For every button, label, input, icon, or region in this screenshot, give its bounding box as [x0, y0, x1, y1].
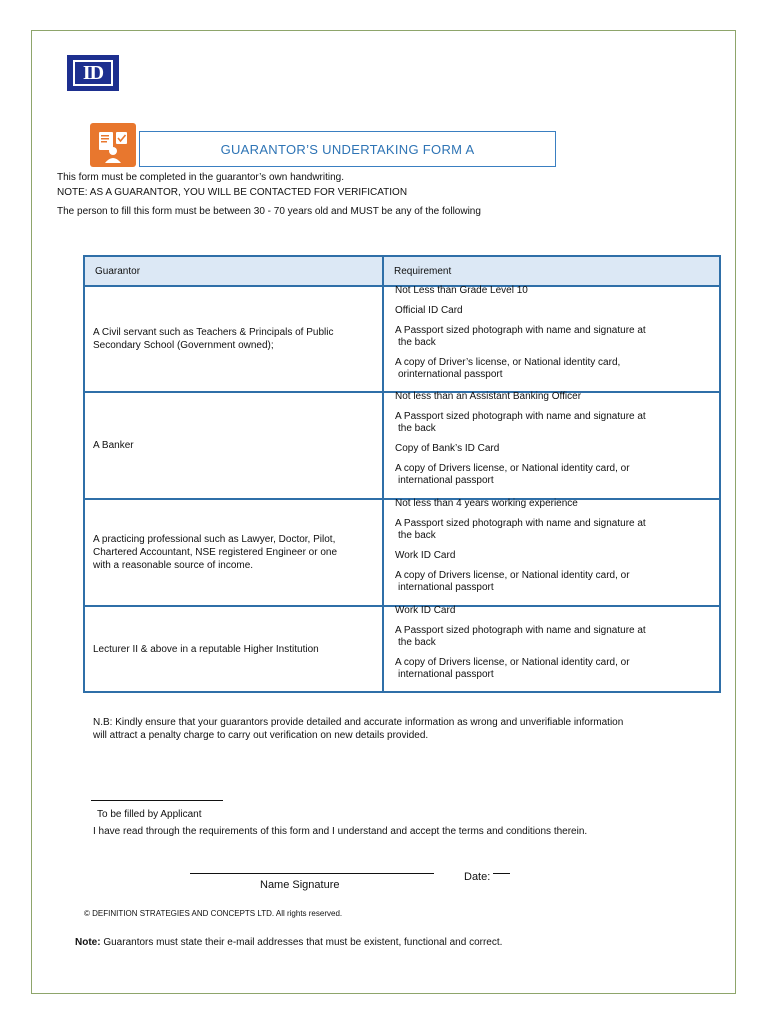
- intro-verification-note: NOTE: AS A GUARANTOR, YOU WILL BE CONTACTED FOR VERIFICATION: [57, 187, 408, 198]
- applicant-heading: To be filled by Applicant: [97, 809, 202, 820]
- name-signature-label: Name Signature: [260, 879, 340, 891]
- table-row: [84, 392, 720, 499]
- header-requirement: Requirement: [383, 256, 720, 286]
- requirement-text-line: Official ID Card: [395, 305, 463, 316]
- requirement-text-line: A Passport sized photograph with name and signature at: [395, 411, 646, 422]
- guarantor-cell: [84, 499, 383, 606]
- footnote: [75, 937, 502, 948]
- requirement-text-line: Work ID Card: [395, 605, 456, 616]
- guarantor-text-line: Secondary School (Government owned);: [93, 340, 274, 351]
- requirement-text-line: the back: [398, 530, 436, 541]
- guarantor-cell: [84, 286, 383, 392]
- requirement-text-line: A copy of Drivers license, or National identity card, or: [395, 657, 630, 668]
- nb-line-1: N.B: Kindly ensure that your guarantors provide detailed and accurate information as wrong and unverifiable information: [93, 717, 624, 728]
- requirement-item: [395, 391, 719, 403]
- guarantor-cell: [84, 392, 383, 499]
- requirement-text-line: the back: [398, 337, 436, 348]
- requirements-table: [83, 255, 721, 693]
- note-label: Note:: [75, 937, 101, 948]
- requirement-cell: [383, 392, 720, 499]
- form-checklist-icon: [90, 123, 136, 167]
- table-header-row: [84, 256, 720, 286]
- requirement-text-line: Copy of Bank’s ID Card: [395, 443, 500, 454]
- requirement-text-line: Not less than 4 years working experience: [395, 498, 578, 509]
- company-logo: [67, 55, 119, 91]
- requirement-text-line: A Passport sized photograph with name and signature at: [395, 625, 646, 636]
- requirement-text-line: A copy of Drivers license, or National identity card, or: [395, 463, 630, 474]
- requirement-text-line: the back: [398, 637, 436, 648]
- nb-notice: [93, 716, 683, 742]
- guarantor-text-line: A practicing professional such as Lawyer, Doctor, Pilot,: [93, 534, 336, 545]
- form-title: GUARANTOR’S UNDERTAKING FORM A: [139, 131, 556, 167]
- requirement-item: [395, 463, 719, 487]
- applicant-heading-rule: [91, 800, 223, 801]
- requirement-text-line: orinternational passport: [398, 369, 503, 380]
- nb-line-2: will attract a penalty charge to carry out verification on new details provided.: [93, 730, 429, 741]
- intro-handwriting-note: This form must be completed in the guarantor’s own handwriting.: [57, 172, 344, 183]
- requirement-text-line: Not Less than Grade Level 10: [395, 285, 528, 296]
- date-line[interactable]: [493, 873, 510, 874]
- requirement-item: [395, 443, 719, 455]
- requirement-item: [395, 625, 719, 649]
- requirement-cell: [383, 286, 720, 392]
- requirement-text-line: Work ID Card: [395, 550, 456, 561]
- requirement-item: [395, 605, 719, 617]
- requirement-text-line: international passport: [398, 669, 494, 680]
- intro-age-requirement: The person to fill this form must be between 30 - 70 years old and MUST be any of the following: [57, 206, 481, 217]
- requirement-item: [395, 285, 719, 297]
- guarantor-text-line: Lecturer II & above in a reputable Higher Institution: [93, 643, 319, 655]
- requirement-item: [395, 411, 719, 435]
- requirement-item: [395, 325, 719, 349]
- requirement-item: [395, 657, 719, 681]
- requirement-text-line: the back: [398, 423, 436, 434]
- requirement-item: [395, 570, 719, 594]
- copyright-text: DEFINITION STRATEGIES AND CONCEPTS LTD. All rights reserved.: [92, 909, 343, 918]
- guarantor-text-line: Chartered Accountant, NSE registered Engineer or one: [93, 547, 338, 558]
- requirement-cell: [383, 606, 720, 692]
- guarantor-text-line: A Civil servant such as Teachers & Principals of Public: [93, 327, 334, 338]
- requirement-item: [395, 550, 719, 562]
- copyright: [84, 909, 342, 918]
- requirement-text-line: A Passport sized photograph with name and signature at: [395, 325, 646, 336]
- copyright-symbol: ©: [84, 909, 90, 918]
- requirement-text-line: international passport: [398, 475, 494, 486]
- requirement-text-line: A copy of Driver’s license, or National identity card,: [395, 357, 621, 368]
- table-row: [84, 606, 720, 692]
- date-label: Date:: [464, 871, 491, 883]
- guarantor-text-line: with a reasonable source of income.: [93, 560, 254, 571]
- requirement-item: [395, 305, 719, 317]
- header-guarantor: Guarantor: [84, 256, 383, 286]
- guarantor-cell: [84, 606, 383, 692]
- guarantor-text-line: A Banker: [93, 440, 134, 451]
- requirement-cell: [383, 499, 720, 606]
- requirement-text-line: A copy of Drivers license, or National identity card, or: [395, 570, 630, 581]
- requirement-item: [395, 498, 719, 510]
- requirement-item: [395, 357, 719, 381]
- requirement-text-line: Not less than an Assistant Banking Officer: [395, 391, 582, 402]
- logo-mark: ID: [73, 60, 113, 86]
- requirement-text-line: international passport: [398, 582, 494, 593]
- requirement-item: [395, 518, 719, 542]
- applicant-statement: I have read through the requirements of this form and I understand and accept the terms and conditions therein.: [93, 826, 588, 837]
- requirement-text-line: A Passport sized photograph with name and signature at: [395, 518, 646, 529]
- table-row: [84, 499, 720, 606]
- note-text: Guarantors must state their e-mail addresses that must be existent, functional and correct.: [103, 937, 503, 948]
- table-row: [84, 286, 720, 392]
- signature-line[interactable]: [190, 873, 434, 874]
